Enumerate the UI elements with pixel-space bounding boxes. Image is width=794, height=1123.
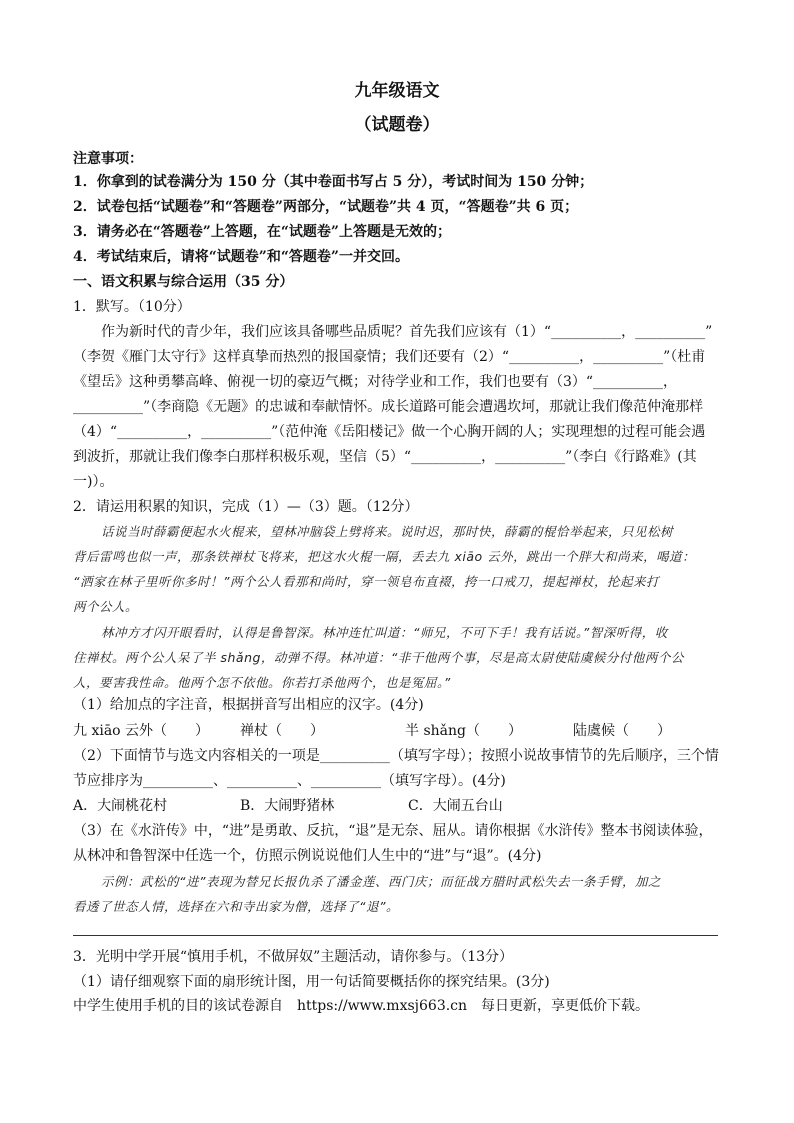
section-heading: 一、语文积累与综合运用（35 分） <box>73 274 294 290</box>
passage-line: 话说当时薛霸便起水火棍来，望林冲脑袋上劈将来。说时迟，那时快，薛霸的棍恰举起来，只见松树 <box>101 524 674 539</box>
question-2-heading: 2．请运用积累的知识，完成（1）—（3）题。（12分） <box>73 499 419 515</box>
option-a: A．大闹桃花村 <box>73 798 168 814</box>
question-1-line: 到波折，那就让我们像李白那样积极乐观，坚信（5）“__________，__________”（李白《行路难》(其 <box>73 449 697 465</box>
question-1-line: 一)）。 <box>73 474 114 490</box>
notice-item: 1．你拿到的试卷满分为 150 分（其中卷面书写占 5 分），考试时间为 150 分钟； <box>73 174 594 190</box>
passage-line: 两个公人。 <box>73 599 139 614</box>
question-1-line: （李贺《雁门太守行》这样真挚而热烈的报国豪情；我们还要有（2）“__________，__________”（杜甫 <box>73 349 706 365</box>
source-footer: 中学生使用手机的目的该试卷源自 https://www.mxsj663.cn 每日更新，享更低价下载。 <box>73 998 650 1014</box>
notice-item: 4．考试结束后，请将“试题卷”和“答题卷”一并交回。 <box>73 249 409 265</box>
question-1-line: 作为新时代的青少年，我们应该具备哪些品质呢？首先我们应该有（1）“__________，__________” <box>101 324 713 340</box>
question-1-line: 《望岳》这种勇攀高峰、俯视一切的豪迈气概；对待学业和工作，我们也要有（3）“__________， <box>73 374 678 390</box>
question-3-sub1: （1）请仔细观察下面的扇形统计图，用一句话简要概括你的探究结果。(3分) <box>73 974 550 990</box>
pinyin-item: 禅杖（ ） <box>240 723 324 739</box>
notice-item: 2．试卷包括“试题卷”和“答题卷”两部分，“试题卷”共 4 页，“答题卷”共 6 页； <box>73 199 579 215</box>
option-b: B．大闹野猪林 <box>240 798 335 814</box>
question-2-sub2-line: （2）下面情节与选文内容相关的一项是__________（填写字母）；按照小说故事情节的先后顺序，三个情 <box>73 748 719 764</box>
example-line: 示例：武松的“进”表现为替兄长报仇杀了潘金莲、西门庆；而征战方腊时武松失去一条手臂，加之 <box>101 874 661 889</box>
option-c: C．大闹五台山 <box>408 798 503 814</box>
passage-line: 住禅杖。两个公人呆了半 shǎng，动弹不得。林冲道：“非干他两个事，尽是高太尉使陆虞候分付他两个公 <box>73 650 684 665</box>
passage-line: 林冲方才闪开眼看时，认得是鲁智深。林冲连忙叫道：“师兄，不可下手！我有话说。”智深听得，收 <box>101 625 668 640</box>
question-2-sub3-line: 从林冲和鲁智深中任选一个，仿照示例说说他们人生中的“进”与“退”。(4分) <box>73 848 542 864</box>
pinyin-item: 半 shǎng（ ） <box>405 723 522 739</box>
pinyin-item: 九 xiāo 云外（ ） <box>73 723 210 739</box>
page-subtitle: （试题卷） <box>354 115 440 135</box>
example-line: 看透了世态人情，选择在六和寺出家为僧，选择了“退”。 <box>73 899 399 914</box>
notice-heading: 注意事项： <box>73 151 143 167</box>
question-2-sub1: （1）给加点的字注音，根据拼音写出相应的汉字。(4分) <box>73 697 424 713</box>
passage-line: “洒家在林子里听你多时！”两个公人看那和尚时，穿一领皂布直裰，挎一口戒刀，提起禅杖，抡起来打 <box>73 574 659 589</box>
divider-line <box>73 935 718 936</box>
pinyin-item: 陆虞候（ ） <box>573 723 671 739</box>
passage-line: 背后雷鸣也似一声，那条铁禅杖飞将来，把这水火棍一隔，丢去九 xiāo 云外，跳出一个胖大和尚来，喝道： <box>73 549 696 564</box>
notice-item: 3．请务必在“答题卷”上答题，在“试题卷”上答题是无效的； <box>73 224 451 240</box>
passage-line: 人，要害我性命。他两个怎不依他。你若打杀他两个，也是冤屈。” <box>73 675 451 690</box>
question-1-line: __________”（李商隐《无题》的忠诚和奉献情怀。成长道路可能会遭遇坎坷，那就让我们像范仲淹那样 <box>73 399 704 415</box>
question-2-sub2-line: 节应排序为__________、__________、__________（填写字母）。(4分) <box>73 773 506 789</box>
question-2-sub3-line: （3）在《水浒传》中，“进”是勇敢、反抗，“退”是无奈、屈从。请你根据《水浒传》整本书阅读体验， <box>73 823 713 839</box>
question-1-heading: 1．默写。（10分） <box>73 299 191 315</box>
question-3-heading: 3．光明中学开展“慎用手机，不做屏奴”主题活动，请你参与。（13分） <box>73 949 514 965</box>
question-1-line: （4）“__________，__________”（范仲淹《岳阳楼记》做一个心胸开阔的人；实现理想的过程可能会遇 <box>73 424 706 440</box>
page-title: 九年级语文 <box>354 81 440 101</box>
